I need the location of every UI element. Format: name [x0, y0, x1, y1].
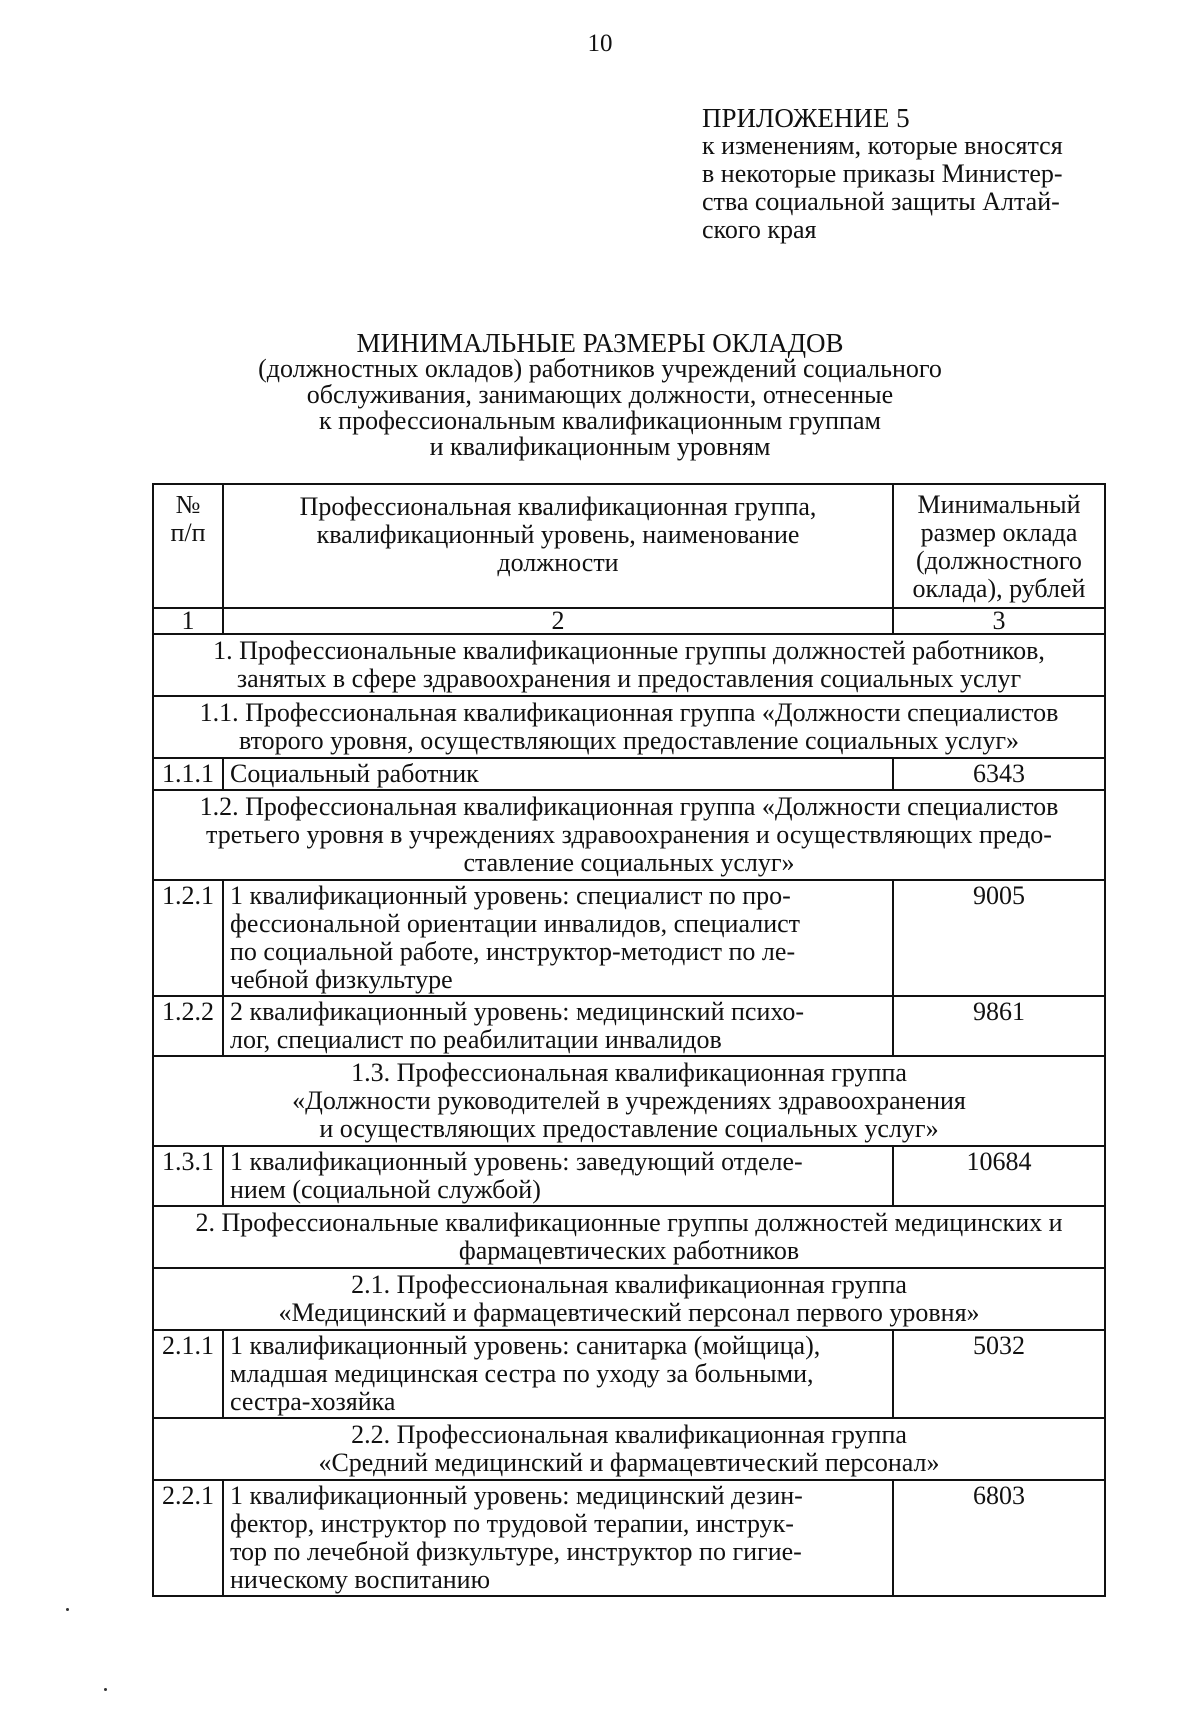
row-number: 1.3.1	[153, 1146, 223, 1206]
header-name: Профессиональная квалификационная группа, квалификационный уровень, наименование должности	[223, 484, 893, 608]
group-row	[153, 1206, 1105, 1268]
row-value: 9861	[893, 996, 1105, 1056]
row-number: 1.2.2	[153, 996, 223, 1056]
annex-line: в некоторые приказы Министер-	[702, 159, 1063, 188]
group-row	[153, 696, 1105, 758]
row-number: 1.2.1	[153, 880, 223, 996]
annex-line: ского края	[702, 215, 817, 244]
table-row	[153, 996, 1105, 1056]
annex-block	[702, 104, 1122, 244]
header-value: Минимальный размер оклада (должностного оклада), рублей	[893, 484, 1105, 608]
group-cell: 1.1. Профессиональная квалификационная группа «Должности специалистов второго уровня, осуществляющих предоставление социальных услуг»	[153, 696, 1105, 758]
table-row	[153, 1330, 1105, 1418]
table-row	[153, 1480, 1105, 1596]
group-cell: 1. Профессиональные квалификационные группы должностей работников, занятых в сфере здравоохранения и предоставления социальных услуг	[153, 634, 1105, 696]
group-cell: 1.2. Профессиональная квалификационная группа «Должности специалистов третьего уровня в учреждениях здравоохранения и осуществляющих предо- ставление социальных услуг»	[153, 790, 1105, 880]
table-header-row	[153, 484, 1105, 608]
row-value: 5032	[893, 1330, 1105, 1418]
group-cell: 1.3. Профессиональная квалификационная группа «Должности руководителей в учреждениях здравоохранения и осуществляющих предоставление социальных услуг»	[153, 1056, 1105, 1146]
scan-speck	[104, 1688, 107, 1691]
group-row	[153, 1056, 1105, 1146]
row-number: 1.1.1	[153, 758, 223, 790]
row-number: 2.1.1	[153, 1330, 223, 1418]
scan-speck	[66, 1608, 69, 1611]
row-name: 2 квалификационный уровень: медицинский психо- лог, специалист по реабилитации инвалидов	[223, 996, 893, 1056]
index-cell: 1	[153, 608, 223, 634]
row-name: 1 квалификационный уровень: специалист по про- фессиональной ориентации инвалидов, специалист по социальной работе, инструктор-методист по ле- чебной физкультуре	[223, 880, 893, 996]
group-cell: 2.2. Профессиональная квалификационная группа «Средний медицинский и фармацевтический персонал»	[153, 1418, 1105, 1480]
annex-line: к изменениям, которые вносятся	[702, 131, 1063, 160]
table-row	[153, 880, 1105, 996]
salary-table	[152, 483, 1106, 1597]
table-row	[153, 1146, 1105, 1206]
annex-title: ПРИЛОЖЕНИЕ 5	[702, 103, 910, 133]
row-value: 6803	[893, 1480, 1105, 1596]
table-row	[153, 758, 1105, 790]
row-value: 9005	[893, 880, 1105, 996]
document-subtitle-line: (должностных окладов) работников учреждений социального	[258, 354, 942, 383]
document-title	[150, 330, 1050, 460]
annex-line: ства социальной защиты Алтай-	[702, 187, 1060, 216]
row-value: 10684	[893, 1146, 1105, 1206]
index-cell: 3	[893, 608, 1105, 634]
group-row	[153, 634, 1105, 696]
row-number: 2.2.1	[153, 1480, 223, 1596]
header-number: № п/п	[153, 484, 223, 608]
row-name: Социальный работник	[223, 758, 893, 790]
row-name: 1 квалификационный уровень: санитарка (мойщица), младшая медицинская сестра по уходу за больными, сестра-хозяйка	[223, 1330, 893, 1418]
row-value: 6343	[893, 758, 1105, 790]
table-index-row	[153, 608, 1105, 634]
group-cell: 2.1. Профессиональная квалификационная группа «Медицинский и фармацевтический персонал первого уровня»	[153, 1268, 1105, 1330]
index-cell: 2	[223, 608, 893, 634]
group-row	[153, 790, 1105, 880]
row-name: 1 квалификационный уровень: заведующий отделе- нием (социальной службой)	[223, 1146, 893, 1206]
document-title-main: МИНИМАЛЬНЫЕ РАЗМЕРЫ ОКЛАДОВ	[356, 328, 844, 358]
group-row	[153, 1418, 1105, 1480]
page-number: 10	[587, 30, 613, 57]
group-cell: 2. Профессиональные квалификационные группы должностей медицинских и фармацевтических работников	[153, 1206, 1105, 1268]
row-name: 1 квалификационный уровень: медицинский дезин- фектор, инструктор по трудовой терапии, инструк- тор по лечебной физкультуре, инструктор по гигие- ническому воспитанию	[223, 1480, 893, 1596]
document-subtitle-line: и квалификационным уровням	[429, 432, 771, 461]
document-subtitle-line: к профессиональным квалификационным группам	[319, 406, 881, 435]
group-row	[153, 1268, 1105, 1330]
document-subtitle-line: обслуживания, занимающих должности, отнесенные	[306, 380, 894, 409]
